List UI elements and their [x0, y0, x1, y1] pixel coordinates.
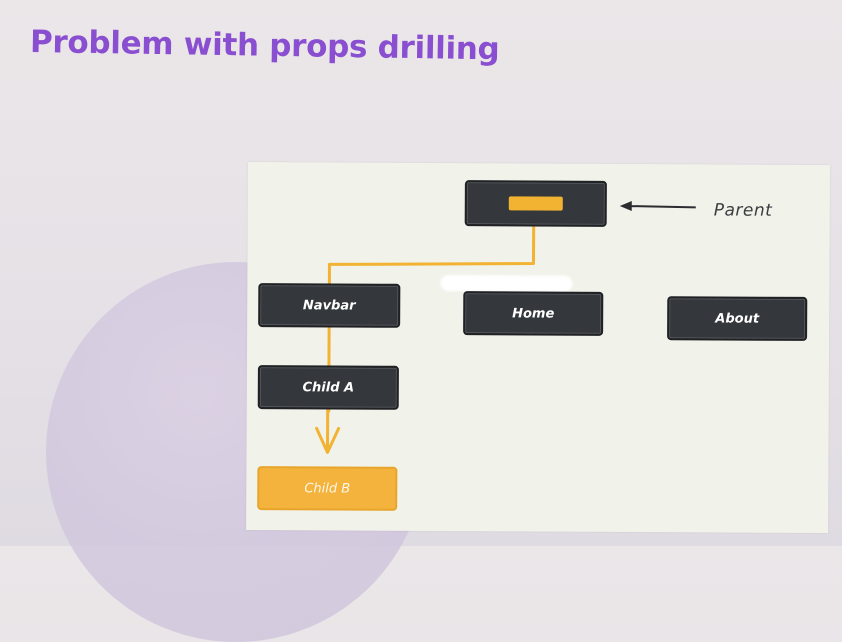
state-chip: [509, 196, 563, 210]
parent-node: [465, 180, 607, 227]
parent-pointer-line: [624, 206, 696, 207]
arrow-left-icon: [620, 201, 632, 211]
child-b-node: Child B: [257, 466, 397, 511]
child-a-node: Child A: [258, 365, 399, 410]
home-node: Home: [463, 291, 603, 336]
about-node: About: [667, 296, 807, 341]
diagram-panel: [246, 162, 830, 533]
navbar-node: Navbar: [258, 283, 400, 328]
white-smudge: [440, 275, 572, 292]
slide-title: Problem with props drilling: [30, 24, 500, 67]
parent-label: Parent: [714, 200, 773, 220]
